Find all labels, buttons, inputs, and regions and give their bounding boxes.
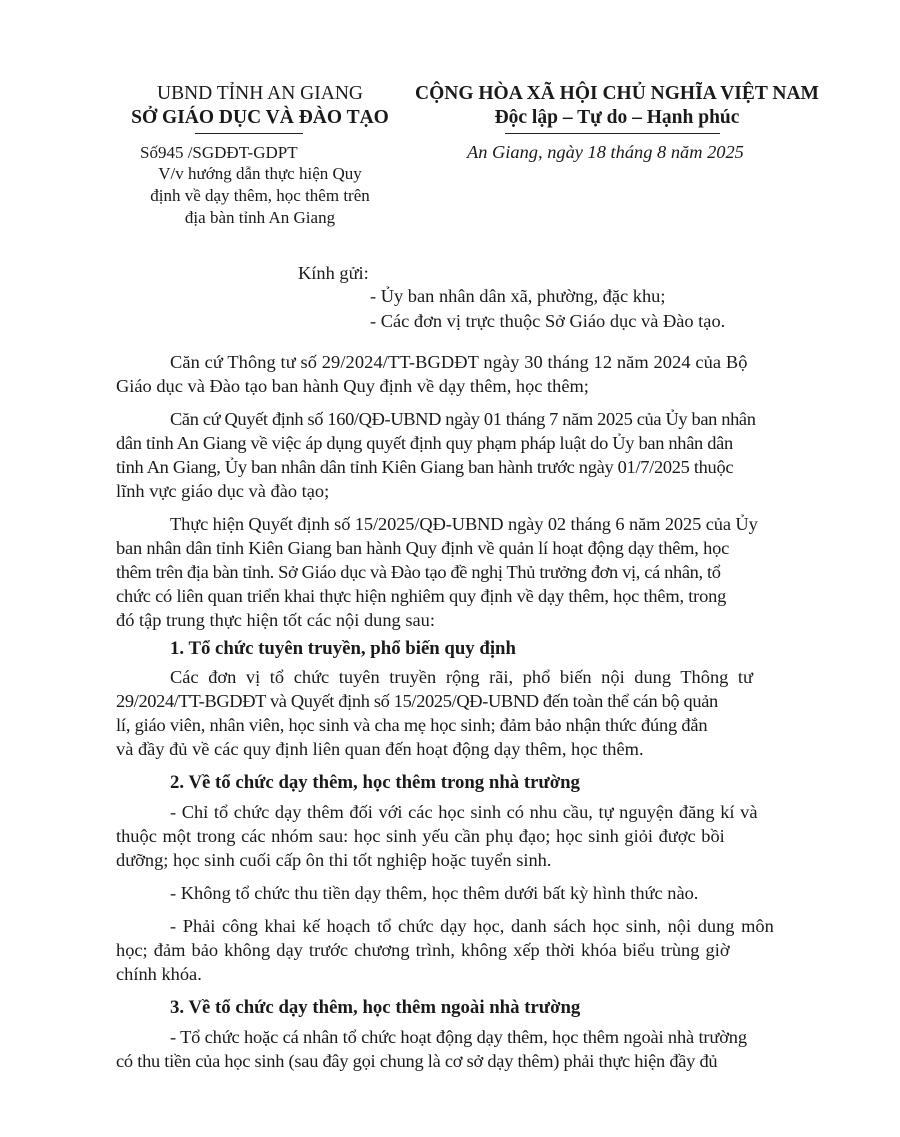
- body-line: - Không tổ chức thu tiền dạy thêm, học thêm dưới bất kỳ hình thức nào.: [170, 883, 699, 903]
- body-line: - Chỉ tổ chức dạy thêm đối với các học sinh có nhu cầu, tự nguyện đăng kí và: [170, 802, 758, 822]
- body-line: và đầy đủ về các quy định liên quan đến hoạt động dạy thêm, học thêm.: [116, 739, 644, 759]
- document-number: Số945 /SGDĐT-GDPT: [140, 143, 298, 162]
- body-line: thêm trên địa bàn tỉnh. Sở Giáo dục và Đào tạo đề nghị Thủ trưởng đơn vị, cá nhân, tổ: [116, 562, 721, 582]
- issuer-block: [95, 82, 425, 130]
- body-line: - Tổ chức hoặc cá nhân tổ chức hoạt động dạy thêm, học thêm ngoài nhà trường: [170, 1027, 747, 1047]
- national-title: CỘNG HÒA XÃ HỘI CHỦ NGHĨA VIỆT NAM: [415, 83, 819, 104]
- subject-line: định về dạy thêm, học thêm trên: [150, 186, 370, 205]
- body-line: Thực hiện Quyết định số 15/2025/QĐ-UBND ngày 02 tháng 6 năm 2025 của Ủy: [170, 514, 758, 534]
- recipient-item: - Các đơn vị trực thuộc Sở Giáo dục và Đào tạo.: [370, 311, 726, 331]
- body-line: Căn cứ Thông tư số 29/2024/TT-BGDĐT ngày 30 tháng 12 năm 2024 của Bộ: [170, 352, 748, 372]
- body-line: Các đơn vị tổ chức tuyên truyền rộng rãi, phổ biến nội dung Thông tư: [170, 667, 754, 687]
- body-line: - Phải công khai kế hoạch tổ chức dạy học, danh sách học sinh, nội dung môn: [170, 916, 774, 936]
- section-heading-1: 1. Tổ chức tuyên truyền, phổ biến quy định: [170, 638, 516, 659]
- recipient-item: - Ủy ban nhân dân xã, phường, đặc khu;: [370, 286, 666, 306]
- body-line: đó tập trung thực hiện tốt các nội dung sau:: [116, 610, 435, 630]
- national-motto: Độc lập – Tự do – Hạnh phúc: [494, 107, 740, 128]
- body-line: thuộc một trong các nhóm sau: học sinh yếu cần phụ đạo; học sinh giỏi được bồi: [116, 826, 725, 846]
- body-line: có thu tiền của học sinh (sau đây gọi chung là cơ sở dạy thêm) phải thực hiện đầy đủ: [116, 1051, 718, 1071]
- body-line: chức có liên quan triển khai thực hiện nghiêm quy định về dạy thêm, học thêm, trong: [116, 586, 727, 606]
- body-line: Căn cứ Quyết định số 160/QĐ-UBND ngày 01 tháng 7 năm 2025 của Ủy ban nhân: [170, 409, 756, 429]
- subject-block: [95, 163, 425, 229]
- body-line: chính khóa.: [116, 964, 202, 984]
- recipients-label: Kính gửi:: [298, 263, 369, 283]
- body-line: học; đảm bảo không dạy trước chương trình, không xếp thời khóa biểu trùng giờ: [116, 940, 730, 960]
- issuer-province: UBND TỈNH AN GIANG: [156, 83, 363, 104]
- body-line: 29/2024/TT-BGDĐT và Quyết định số 15/2025/QĐ-UBND đến toàn thể cán bộ quản: [116, 691, 718, 711]
- body-line: ban nhân dân tỉnh Kiên Giang ban hành Quy định về quản lí hoạt động dạy thêm, học: [116, 538, 730, 558]
- body-line: tỉnh An Giang, Ủy ban nhân dân tỉnh Kiên Giang ban hành trước ngày 01/7/2025 thuộc: [116, 457, 734, 477]
- issuer-department: SỞ GIÁO DỤC VÀ ĐÀO TẠO: [131, 107, 389, 128]
- body-line: lí, giáo viên, nhân viên, học sinh và cha mẹ học sinh; đảm bảo nhận thức đúng đắn: [116, 715, 708, 735]
- section-heading-2: 2. Về tổ chức dạy thêm, học thêm trong nhà trường: [170, 772, 580, 793]
- body-line: dưỡng; học sinh cuối cấp ôn thi tốt nghiệp hoặc tuyển sinh.: [116, 850, 552, 870]
- subject-line: V/v hướng dẫn thực hiện Quy: [158, 164, 362, 183]
- section-heading-3: 3. Về tổ chức dạy thêm, học thêm ngoài nhà trường: [170, 997, 581, 1018]
- issuer-underline: [195, 133, 303, 134]
- body-line: Giáo dục và Đào tạo ban hành Quy định về dạy thêm, học thêm;: [116, 376, 589, 396]
- document-date: An Giang, ngày 18 tháng 8 năm 2025: [467, 142, 744, 162]
- body-line: dân tỉnh An Giang về việc áp dụng quyết định quy phạm pháp luật do Ủy ban nhân dân: [116, 433, 733, 453]
- motto-underline: [505, 133, 720, 134]
- national-motto-block: [412, 82, 822, 130]
- subject-line: địa bàn tỉnh An Giang: [184, 208, 336, 227]
- body-line: lĩnh vực giáo dục và đào tạo;: [116, 481, 330, 501]
